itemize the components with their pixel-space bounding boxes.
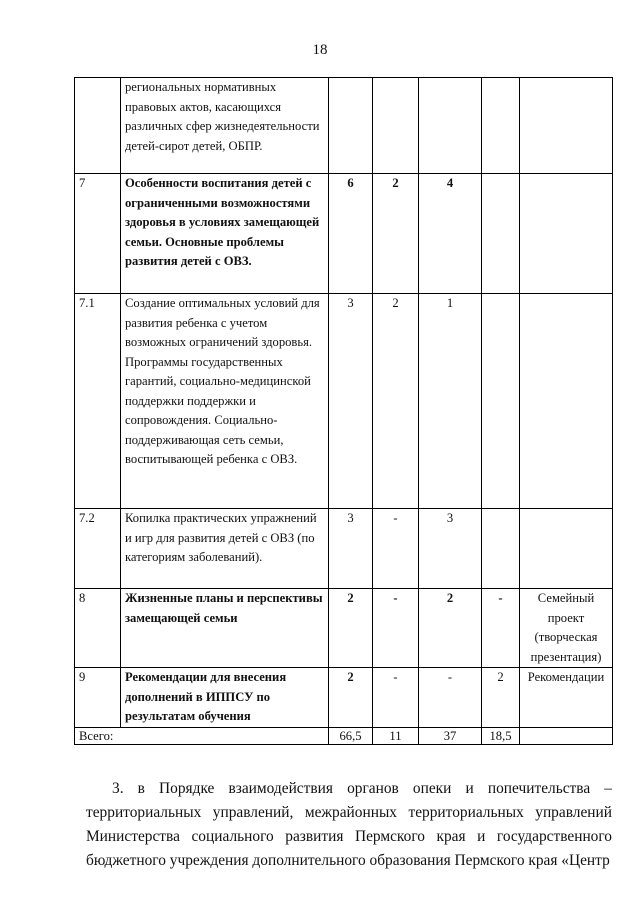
table-row — [75, 174, 613, 294]
table-row — [75, 509, 613, 589]
hours-other — [482, 509, 520, 589]
hours-theory: 2 — [373, 294, 419, 509]
hours-theory: - — [373, 509, 419, 589]
row-topic: Создание оптимальных условий для развития ребенка с учетом возможных ограничений здоровья. Программы государственных гарантий, социально-медицинской поддержки поддержки и сопровождения. Социально-поддерживающая сеть семьи, воспитывающей ребенка с ОВЗ. — [121, 294, 329, 509]
hours-total: 3 — [329, 509, 373, 589]
row-number: 7.2 — [75, 509, 121, 589]
row-topic: Копилка практических упражнений и игр для развития детей с ОВЗ (по категориям заболеваний). — [121, 509, 329, 589]
body-paragraph: 3. в Порядке взаимодействия органов опеки и попечительства – территориальных управлений, межрайонных территориальных управлений Министерства социального развития Пермского края и государственного бюджетного учреждения дополнительного образования Пермского края «Центр — [86, 780, 612, 870]
total-hours: 66,5 — [329, 728, 373, 745]
hours-practice: 3 — [419, 509, 482, 589]
control-form: Семейный проект (творческая презентация) — [520, 589, 613, 668]
row-number: 8 — [75, 589, 121, 668]
total-theory: 11 — [373, 728, 419, 745]
hours-other: - — [482, 589, 520, 668]
hours-theory: - — [373, 668, 419, 728]
control-form — [520, 78, 613, 174]
page-number: 18 — [312, 42, 328, 58]
hours-total: 2 — [329, 589, 373, 668]
row-topic: Рекомендации для внесения дополнений в ИППСУ по результатам обучения — [121, 668, 329, 728]
hours-total: 2 — [329, 668, 373, 728]
table-row — [75, 589, 613, 668]
table-row — [75, 78, 613, 174]
row-topic: Особенности воспитания детей с ограниченными возможностями здоровья в условиях замещающей семьи. Основные проблемы развития детей с ОВЗ. — [121, 174, 329, 294]
row-number — [75, 78, 121, 174]
curriculum-table — [74, 77, 613, 745]
control-form: Рекомендации — [520, 668, 613, 728]
row-topic: Жизненные планы и перспективы замещающей семьи — [121, 589, 329, 668]
total-practice: 37 — [419, 728, 482, 745]
hours-total — [329, 78, 373, 174]
hours-theory — [373, 78, 419, 174]
hours-total: 3 — [329, 294, 373, 509]
total-other: 18,5 — [482, 728, 520, 745]
control-form — [520, 174, 613, 294]
row-number: 9 — [75, 668, 121, 728]
hours-theory: - — [373, 589, 419, 668]
hours-practice: - — [419, 668, 482, 728]
hours-practice — [419, 78, 482, 174]
hours-practice: 1 — [419, 294, 482, 509]
table-row — [75, 668, 613, 728]
row-number: 7 — [75, 174, 121, 294]
total-form — [520, 728, 613, 745]
control-form — [520, 294, 613, 509]
total-row — [75, 728, 613, 745]
row-topic: региональных нормативных правовых актов, касающихся различных сфер жизнедеятельности детей-сирот детей, ОБПР. — [121, 78, 329, 174]
hours-practice: 2 — [419, 589, 482, 668]
hours-total: 6 — [329, 174, 373, 294]
hours-other — [482, 174, 520, 294]
hours-other — [482, 78, 520, 174]
hours-other — [482, 294, 520, 509]
table-row — [75, 294, 613, 509]
total-label: Всего: — [75, 728, 329, 745]
row-number: 7.1 — [75, 294, 121, 509]
hours-other: 2 — [482, 668, 520, 728]
hours-theory: 2 — [373, 174, 419, 294]
hours-practice: 4 — [419, 174, 482, 294]
control-form — [520, 509, 613, 589]
